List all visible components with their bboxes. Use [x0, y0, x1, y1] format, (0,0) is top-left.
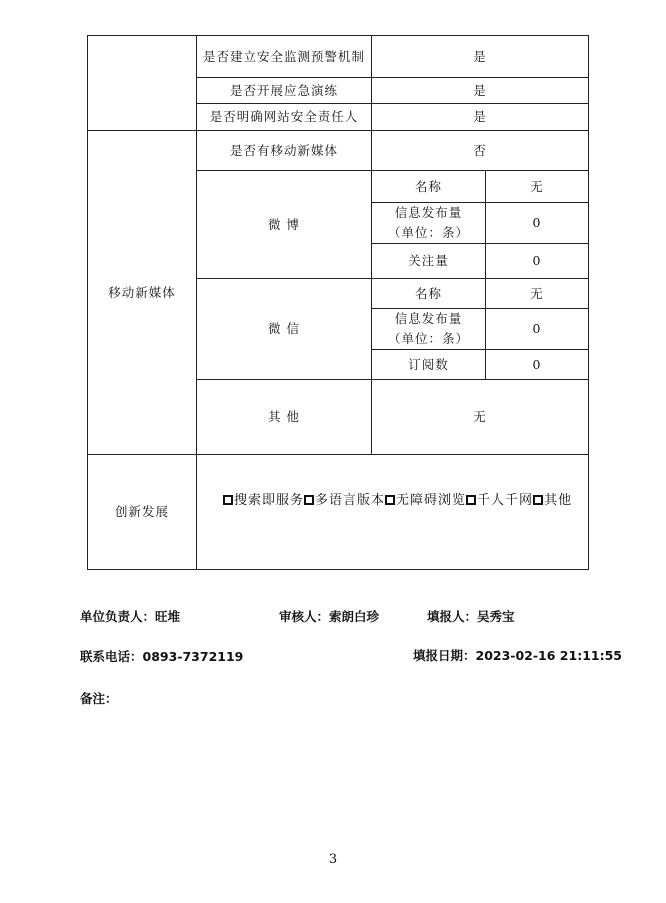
reviewer: 审核人：索朗白珍 — [279, 609, 380, 624]
unit-head: 单位负责人：旺堆 — [80, 609, 181, 624]
remarks: 备注： — [80, 691, 118, 706]
fill-date: 填报日期：2023-02-16 21:11:55 — [413, 648, 622, 663]
weibo-followers-value: 0 — [486, 244, 589, 279]
wechat-label: 微 信 — [197, 279, 372, 380]
weibo-followers-label: 关注量 — [372, 244, 486, 279]
option-accessible[interactable]: 无障碍浏览 — [385, 493, 466, 508]
report-table — [87, 35, 589, 570]
has-mobile-value: 否 — [372, 131, 589, 171]
other-label: 其 他 — [197, 380, 372, 455]
wechat-name-value: 无 — [486, 279, 589, 309]
checkbox-icon[interactable] — [385, 495, 395, 505]
wechat-name-label: 名称 — [372, 279, 486, 309]
weibo-name-label: 名称 — [372, 171, 486, 203]
filler: 填报人：吴秀宝 — [427, 609, 515, 624]
option-multilingual[interactable]: 多语言版本 — [304, 493, 385, 508]
page-number: 3 — [328, 852, 338, 867]
weibo-posts-value: 0 — [486, 203, 589, 244]
checkbox-icon[interactable] — [533, 495, 543, 505]
other-value: 无 — [372, 380, 589, 455]
security-section-cell — [88, 36, 197, 131]
has-mobile-label: 是否有移动新媒体 — [197, 131, 372, 171]
wechat-posts-label — [372, 309, 486, 350]
mobile-media-section-label: 移动新媒体 — [88, 131, 197, 455]
row-label-monitoring: 是否建立安全监测预警机制 — [197, 36, 372, 78]
weibo-label: 微 博 — [197, 171, 372, 279]
innovation-label: 创新发展 — [88, 455, 197, 570]
wechat-subscribers-label: 订阅数 — [372, 350, 486, 380]
row-value-drill: 是 — [372, 78, 589, 104]
row-value-responsible: 是 — [372, 104, 589, 131]
row-label-responsible: 是否明确网站安全责任人 — [197, 104, 372, 131]
wechat-posts-label-line1: 信息发布量 — [394, 311, 463, 326]
weibo-posts-label-line1: 信息发布量 — [394, 205, 463, 220]
weibo-name-value: 无 — [486, 171, 589, 203]
wechat-posts-value: 0 — [486, 309, 589, 350]
weibo-posts-label — [372, 203, 486, 244]
option-other[interactable]: 其他 — [533, 493, 572, 508]
wechat-posts-label-line2: （单位：条） — [387, 331, 469, 346]
weibo-posts-label-line2: （单位：条） — [387, 225, 469, 240]
row-label-drill: 是否开展应急演练 — [197, 78, 372, 104]
checkbox-icon[interactable] — [304, 495, 314, 505]
innovation-options — [197, 455, 589, 570]
row-value-monitoring: 是 — [372, 36, 589, 78]
contact-phone: 联系电话：0893-7372119 — [80, 649, 244, 664]
option-personalized[interactable]: 千人千网 — [466, 493, 533, 508]
wechat-subscribers-value: 0 — [486, 350, 589, 380]
option-search-service[interactable]: 搜索即服务 — [223, 493, 304, 508]
checkbox-icon[interactable] — [466, 495, 476, 505]
checkbox-icon[interactable] — [223, 495, 233, 505]
